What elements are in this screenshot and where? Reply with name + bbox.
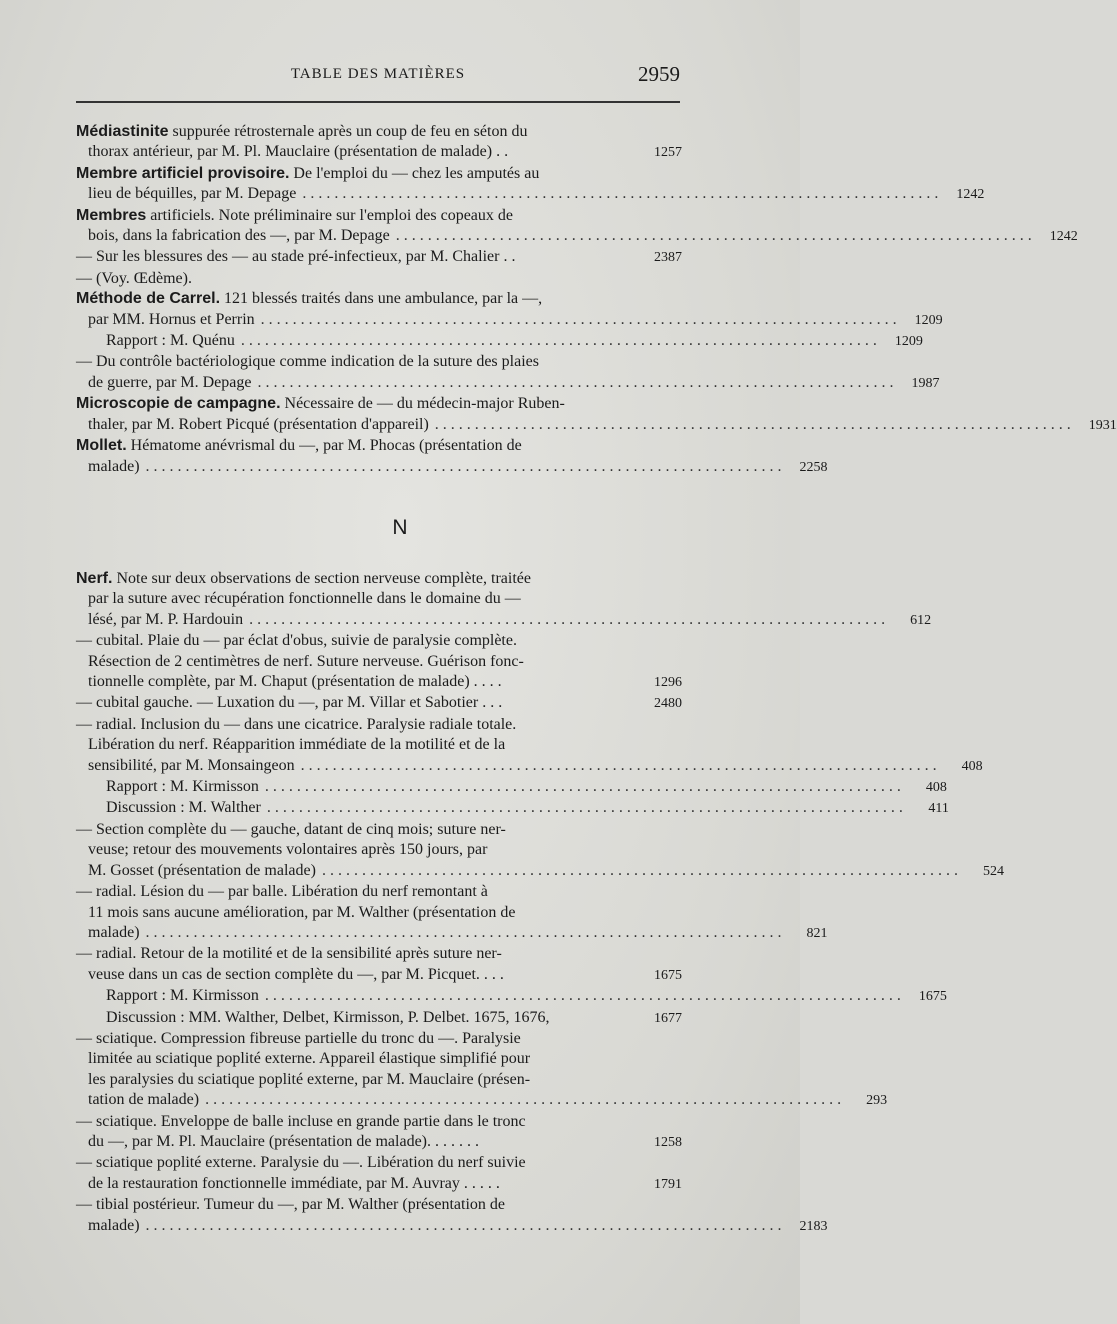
dot-leader: ................................................................................ (257, 373, 898, 391)
page-reference: 2183 (799, 1218, 828, 1234)
entry-line (76, 164, 682, 184)
entry-body: les paralysies du sciatique poplité externe, par M. Mauclaire (présen- (88, 1070, 531, 1088)
entry-text (76, 436, 682, 456)
entry-body: malade) (88, 1216, 140, 1234)
entry-text (88, 840, 682, 860)
entry-text (76, 247, 644, 267)
entry-body: Rapport : M. Kirmisson (106, 778, 259, 796)
dot-leader: ................................................................................ (205, 1091, 846, 1109)
entry-line (76, 735, 682, 755)
dot-leader: ................................................................................ (145, 923, 786, 941)
index-entry (76, 1195, 828, 1237)
entry-text (76, 882, 682, 902)
entry-line (76, 693, 682, 714)
entry-text (76, 269, 682, 289)
entry-body: lieu de béquilles, par M. Depage (88, 185, 297, 203)
entry-body: artificiels. Note préliminaire sur l'emploi des copeaux de (146, 206, 514, 224)
entry-text (88, 589, 682, 609)
entry-text (76, 693, 644, 713)
page-reference: 1296 (654, 675, 682, 691)
entry-body: malade) (88, 923, 140, 941)
page-reference: 821 (806, 925, 828, 941)
entry-body: tionnelle complète, par M. Chaput (présentation de malade) . . . . (88, 673, 502, 691)
index-entry (76, 882, 828, 944)
index-entry (76, 986, 947, 1007)
index-entry (76, 269, 682, 289)
index-entry (76, 331, 923, 352)
entry-body: Rapport : M. Quénu (106, 332, 235, 350)
dot-leader: ................................................................................ (264, 987, 905, 1005)
entry-body: — sciatique poplité externe. Paralysie du —. Libération du nerf suivie (76, 1154, 526, 1172)
entry-line (76, 1008, 682, 1029)
index-entry (76, 798, 949, 819)
page-reference: 1677 (654, 1010, 682, 1026)
entry-body: — radial. Inclusion du — dans une cicatrice. Paralysie radiale totale. (76, 715, 517, 733)
entry-text (88, 142, 644, 162)
dot-leader: ................................................................................ (145, 1216, 786, 1234)
entry-body: — tibial postérieur. Tumeur du —, par M. Walther (présentation de (76, 1196, 506, 1214)
index-entry (76, 631, 682, 693)
index-entry (76, 394, 1117, 436)
entry-line (76, 206, 682, 226)
entry-text (88, 226, 390, 246)
entry-text (88, 1090, 199, 1110)
entry-body: Hématome anévrismal du —, par M. Phocas (présentation de (126, 437, 522, 455)
entry-line (76, 415, 1117, 436)
index-entry (76, 1008, 682, 1029)
entry-line (76, 184, 985, 205)
entry-body: M. Gosset (présentation de malade) (88, 861, 316, 879)
entry-text (76, 820, 682, 840)
page-reference: 1242 (1049, 229, 1078, 245)
entry-body: thorax antérieur, par M. Pl. Mauclaire (présentation de malade) . . (88, 143, 509, 161)
entry-line (76, 589, 682, 609)
page-reference: 408 (925, 780, 947, 796)
entry-line (76, 1070, 682, 1090)
entry-line (76, 1112, 682, 1132)
entry-line (76, 944, 682, 964)
page-reference: 1931 (1088, 417, 1117, 433)
entry-text (76, 1153, 682, 1173)
entry-body: lésé, par M. P. Hardouin (88, 610, 244, 628)
page-reference: 2387 (654, 250, 682, 266)
entry-line (76, 1029, 682, 1049)
entry-line (76, 331, 923, 352)
entry-body: 11 mois sans aucune amélioration, par M. Walther (présentation de (88, 903, 516, 921)
entry-body: de la restauration fonctionnelle immédiate, par M. Auvray . . . . . (88, 1174, 500, 1192)
entry-text (76, 164, 682, 184)
entry-heading: Microscopie de campagne. (76, 395, 281, 413)
entry-line (76, 798, 949, 819)
entry-text (88, 652, 682, 672)
entry-text (76, 1195, 682, 1215)
entry-body: Libération du nerf. Réapparition immédiate de la motilité et de la (88, 736, 506, 754)
entry-line (76, 352, 682, 372)
entry-line (76, 457, 828, 478)
entry-text (76, 394, 682, 414)
entry-text (76, 1029, 682, 1049)
dot-leader: ................................................................................ (240, 332, 881, 350)
page-reference: 1257 (654, 145, 682, 161)
index-entry (76, 715, 983, 777)
entry-line (76, 882, 682, 902)
header-rule (76, 101, 680, 103)
entry-body: bois, dans la fabrication des —, par M. Depage (88, 227, 390, 245)
entry-line (76, 269, 682, 289)
dot-leader: ................................................................................ (249, 610, 890, 628)
index-entry (76, 352, 940, 394)
page-reference: 293 (866, 1093, 888, 1109)
entry-line (76, 289, 682, 309)
entry-text (88, 735, 682, 755)
page-reference: 1675 (918, 989, 947, 1005)
entry-line (76, 226, 1078, 247)
entry-body: — cubital. Plaie du — par éclat d'obus, suivie de paralysie complète. (76, 632, 517, 650)
entry-text (76, 289, 682, 309)
entry-line (76, 1132, 682, 1153)
entry-body: — radial. Lésion du — par balle. Libération du nerf remontant à (76, 883, 488, 901)
entry-body: de guerre, par M. Depage (88, 373, 252, 391)
entry-body: — sciatique. Compression fibreuse partielle du tronc du —. Paralysie (76, 1029, 521, 1047)
entry-text (88, 1049, 682, 1069)
entry-text (88, 923, 140, 943)
entry-text (76, 352, 682, 372)
index-block-n (76, 569, 1004, 1237)
index-entry (76, 289, 943, 331)
entry-body: — Du contrôle bactériologique comme indication de la suture des plaies (76, 353, 539, 371)
entry-text (106, 1008, 644, 1028)
entry-line (76, 610, 932, 631)
entry-text (88, 903, 682, 923)
index-entry (76, 1153, 682, 1195)
entry-body: 121 blessés traités dans une ambulance, par la —, (220, 290, 543, 308)
entry-line (76, 394, 682, 414)
page-reference: 2480 (654, 696, 682, 712)
page-reference: 1209 (914, 312, 943, 328)
entry-body: tation de malade) (88, 1091, 200, 1109)
page-reference: 524 (982, 863, 1004, 879)
page-reference: 1675 (654, 967, 682, 983)
entry-text (88, 1174, 644, 1194)
entry-heading: Médiastinite (76, 123, 169, 140)
entry-text (76, 631, 682, 651)
entry-text (76, 569, 682, 589)
entry-line (76, 1090, 888, 1111)
entry-line (76, 1153, 682, 1173)
dot-leader: ................................................................................ (434, 415, 1075, 433)
entry-body: par MM. Hornus et Perrin (88, 310, 255, 328)
entry-text (106, 986, 259, 1006)
dot-leader: ................................................................................ (302, 185, 943, 203)
entry-heading: Nerf. (76, 570, 113, 587)
entry-line (76, 840, 682, 860)
entry-body: du —, par M. Pl. Mauclaire (présentation de malade). . . . . . . (88, 1132, 479, 1150)
entry-text (88, 310, 255, 330)
entry-body: — sciatique. Enveloppe de balle incluse en grande partie dans le tronc (76, 1112, 526, 1130)
entry-text (106, 331, 235, 351)
entry-text (106, 777, 259, 797)
entry-line (76, 1174, 682, 1195)
index-block-m (76, 122, 1117, 478)
entry-line (76, 631, 682, 651)
entry-line (76, 965, 682, 986)
dot-leader: ................................................................................ (260, 310, 901, 328)
entry-line (76, 652, 682, 672)
entry-body: veuse; retour des mouvements volontaires après 150 jours, par (88, 841, 488, 859)
page-reference: 612 (910, 612, 932, 628)
entry-body: sensibilité, par M. Monsaingeon (88, 756, 295, 774)
entry-text (88, 1216, 140, 1236)
entry-text (88, 415, 429, 435)
entry-heading: Méthode de Carrel. (76, 290, 221, 308)
entry-line (76, 672, 682, 693)
entry-line (76, 903, 682, 923)
entry-text (88, 457, 140, 477)
entry-body: suppurée rétrosternale après un coup de feu en séton du (168, 123, 528, 140)
entry-body: — Sur les blessures des — au stade pré-infectieux, par M. Chalier . . (76, 248, 516, 266)
dot-leader: ................................................................................ (145, 457, 786, 475)
page-header (76, 62, 680, 90)
index-entry (76, 777, 947, 798)
page-number: 2959 (638, 62, 680, 86)
entry-text (88, 861, 316, 881)
entry-text (76, 944, 682, 964)
entry-line (76, 861, 1004, 882)
entry-line (76, 715, 682, 735)
entry-heading: Membres (76, 206, 147, 224)
dot-leader: ................................................................................ (266, 799, 907, 817)
entry-text (88, 1132, 644, 1152)
index-entry (76, 944, 682, 986)
entry-body: thaler, par M. Robert Picqué (présentation d'appareil) (88, 415, 429, 433)
index-entry (76, 206, 1078, 248)
entry-text (76, 122, 682, 142)
dot-leader: ................................................................................ (264, 778, 905, 796)
entry-body: par la suture avec récupération fonctionnelle dans le domaine du — (88, 590, 521, 608)
index-entry (76, 820, 1004, 882)
entry-body: Rapport : M. Kirmisson (106, 987, 259, 1005)
page-reference: 408 (961, 758, 983, 774)
section-letter: N (392, 516, 408, 539)
page-reference: 1209 (894, 334, 923, 350)
entry-text (76, 206, 682, 226)
index-entry (76, 436, 828, 478)
entry-line (76, 310, 943, 331)
dot-leader: ................................................................................ (300, 756, 941, 774)
entry-body: De l'emploi du — chez les amputés au (289, 164, 540, 182)
entry-text (106, 798, 261, 818)
entry-text (88, 373, 251, 393)
page-reference: 1791 (654, 1176, 682, 1192)
entry-text (76, 1112, 682, 1132)
entry-line (76, 436, 682, 456)
entry-line (76, 1049, 682, 1069)
index-entry (76, 122, 682, 164)
index-entry (76, 164, 985, 206)
entry-body: — cubital gauche. — Luxation du —, par M. Villar et Sabotier . . . (76, 694, 503, 712)
entry-body: Résection de 2 centimètres de nerf. Suture nerveuse. Guérison fonc- (88, 652, 524, 670)
entry-text (88, 672, 644, 692)
entry-line (76, 820, 682, 840)
page-reference: 2258 (799, 459, 828, 475)
entry-body: malade) (88, 457, 140, 475)
entry-line (76, 247, 682, 268)
header-title: TABLE DES MATIÈRES (290, 66, 466, 82)
index-entry (76, 247, 682, 268)
entry-line (76, 1216, 828, 1237)
dot-leader: ................................................................................ (321, 861, 962, 879)
entry-body: veuse dans un cas de section complète du —, par M. Picquet. . . . (88, 965, 504, 983)
entry-body: — Section complète du — gauche, datant de cinq mois; suture ner- (76, 820, 506, 838)
index-entry (76, 1029, 888, 1112)
entry-body: Discussion : MM. Walther, Delbet, Kirmisson, P. Delbet. 1675, 1676, (106, 1008, 550, 1026)
entry-body: Discussion : M. Walther (106, 799, 261, 817)
dot-leader: ................................................................................ (395, 227, 1036, 245)
entry-line (76, 373, 940, 394)
entry-heading: Mollet. (76, 437, 127, 455)
entry-text (88, 965, 644, 985)
entry-text (88, 610, 243, 630)
entry-line (76, 1195, 682, 1215)
entry-line (76, 569, 682, 589)
entry-line (76, 923, 828, 944)
entry-body: Nécessaire de — du médecin-major Ruben- (280, 395, 565, 413)
entry-text (88, 756, 295, 776)
index-entry (76, 693, 682, 714)
entry-text (76, 715, 682, 735)
entry-line (76, 756, 983, 777)
page-reference: 411 (928, 801, 949, 817)
page-reference: 1987 (911, 375, 940, 391)
entry-body: — radial. Retour de la motilité et de la sensibilité après suture ner- (76, 945, 502, 963)
entry-body: Note sur deux observations de section nerveuse complète, traitée (112, 570, 531, 587)
entry-text (88, 1070, 682, 1090)
page-reference: 1242 (956, 187, 985, 203)
entry-line (76, 777, 947, 798)
entry-heading: Membre artificiel provisoire. (76, 164, 290, 182)
entry-line (76, 122, 682, 142)
entry-text (88, 184, 296, 204)
entry-line (76, 142, 682, 163)
index-entry (76, 1112, 682, 1154)
entry-line (76, 986, 947, 1007)
index-entry (76, 569, 932, 631)
entry-body: — (Voy. Œdème). (76, 269, 192, 287)
entry-body: limitée au sciatique poplité externe. Appareil élastique simplifié pour (88, 1050, 531, 1068)
page-reference: 1258 (654, 1134, 682, 1150)
